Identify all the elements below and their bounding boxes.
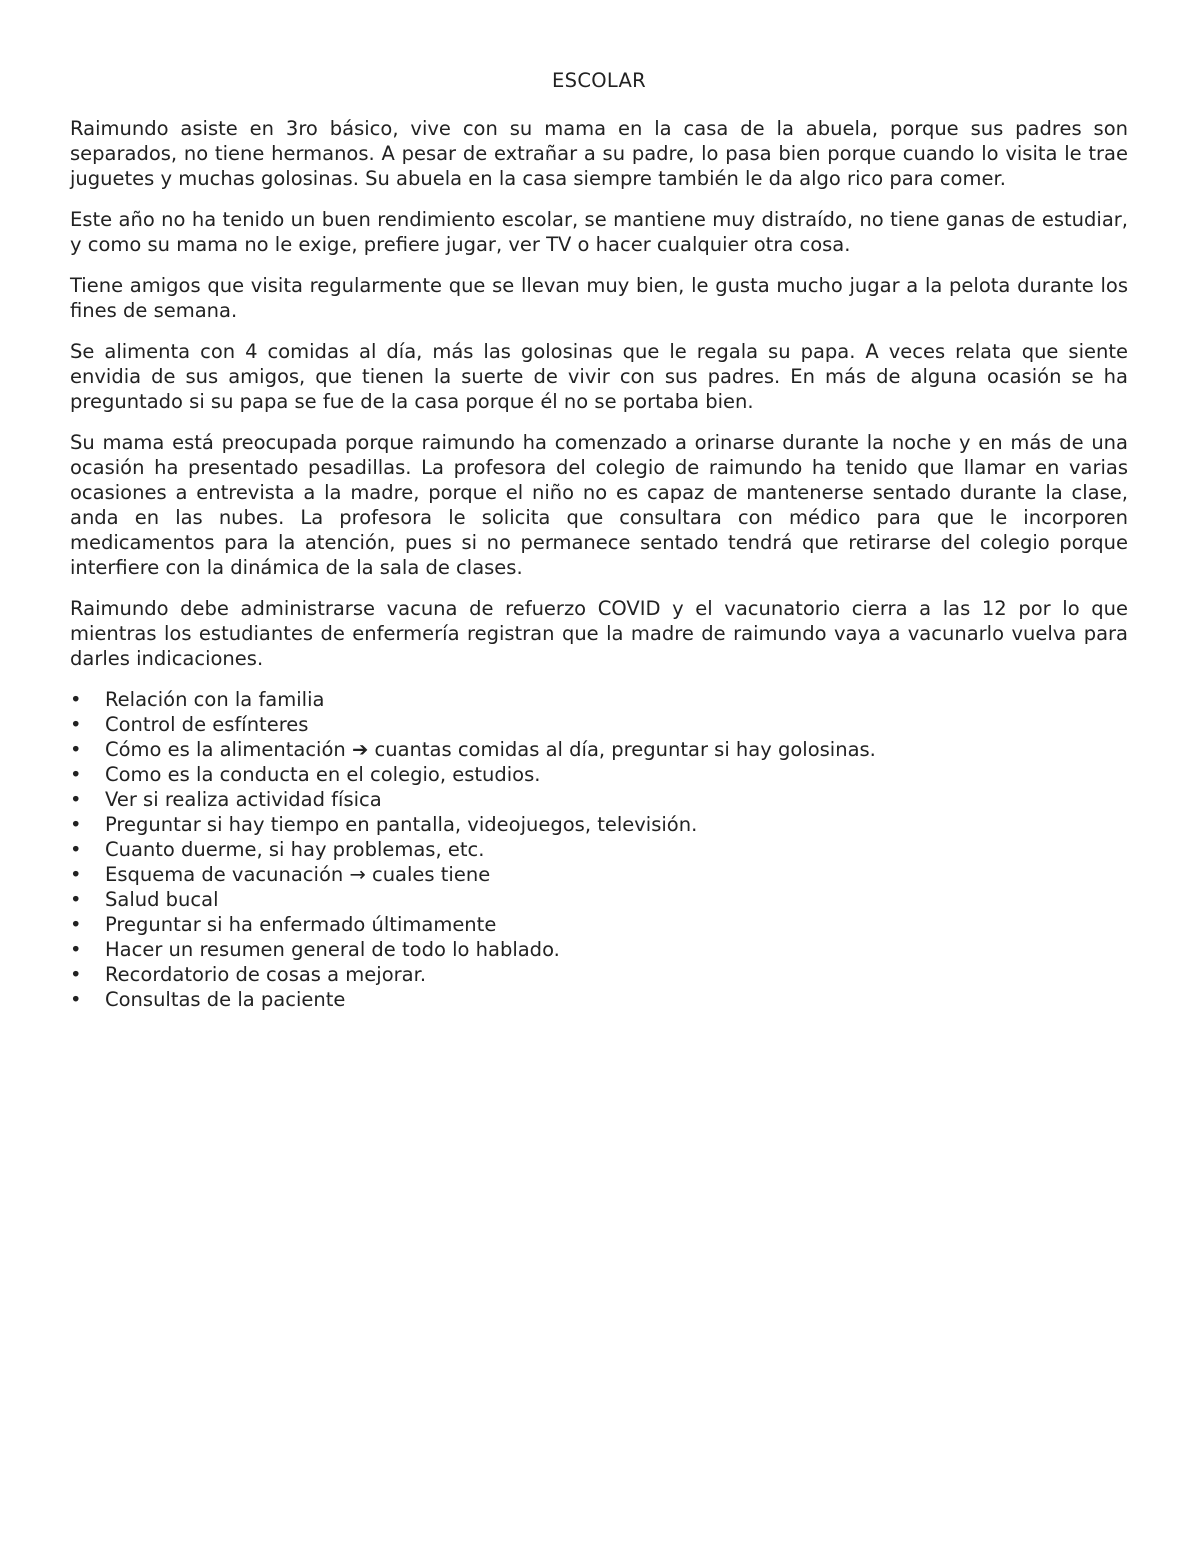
list-item-text: Hacer un resumen general de todo lo hablado. (105, 938, 560, 961)
list-item-text: Relación con la familia (105, 688, 325, 711)
document-page (70, 68, 1128, 1012)
list-item-text: Consultas de la paciente (105, 988, 346, 1011)
bullet-icon: • (70, 913, 82, 936)
list-item-text: Preguntar si hay tiempo en pantalla, videojuegos, televisión. (105, 813, 698, 836)
list-item (70, 812, 1128, 837)
bullet-icon: • (70, 763, 82, 786)
list-item (70, 912, 1128, 937)
list-item-text: Control de esfínteres (105, 713, 309, 736)
list-item (70, 887, 1128, 912)
paragraph-family: Raimundo asiste en 3ro básico, vive con su mama en la casa de la abuela, porque sus padres son separados, no tiene hermanos. A pesar de extrañar a su padre, lo pasa bien porque cuando lo visita le trae juguetes y muchas golosinas. Su abuela en la casa siempre también le da algo rico para comer. (70, 117, 1128, 190)
bullet-icon: • (70, 813, 82, 836)
bullet-icon: • (70, 888, 82, 911)
list-item-text: Recordatorio de cosas a mejorar. (105, 963, 427, 986)
bullet-icon: • (70, 788, 82, 811)
list-item (70, 962, 1128, 987)
checklist (70, 687, 1128, 1012)
list-item-text: Ver si realiza actividad física (105, 788, 382, 811)
list-item (70, 787, 1128, 812)
paragraph-friends: Tiene amigos que visita regularmente que se llevan muy bien, le gusta mucho jugar a la pelota durante los fines de semana. (70, 274, 1128, 322)
list-item (70, 737, 1128, 762)
list-item-text: Cómo es la alimentación ➔ cuantas comidas al día, preguntar si hay golosinas. (105, 738, 876, 761)
list-item (70, 712, 1128, 737)
list-item (70, 987, 1128, 1012)
bullet-icon: • (70, 713, 82, 736)
list-item-text: Esquema de vacunación → cuales tiene (105, 863, 491, 886)
paragraph-school-performance: Este año no ha tenido un buen rendimiento escolar, se mantiene muy distraído, no tiene ganas de estudiar, y como su mama no le exige, prefiere jugar, ver TV o hacer cualquier otra cosa. (70, 208, 1128, 256)
paragraph-nutrition: Se alimenta con 4 comidas al día, más las golosinas que le regala su papa. A veces relata que siente envidia de sus amigos, que tienen la suerte de vivir con sus padres. En más de alguna ocasión se ha preguntado si su papa se fue de la casa porque él no se portaba bien. (70, 340, 1128, 413)
bullet-icon: • (70, 988, 82, 1011)
list-item-text: Preguntar si ha enfermado últimamente (105, 913, 497, 936)
bullet-icon: • (70, 688, 82, 711)
list-item (70, 687, 1128, 712)
list-item (70, 762, 1128, 787)
paragraph-concerns: Su mama está preocupada porque raimundo ha comenzado a orinarse durante la noche y en más de una ocasión ha presentado pesadillas. La profesora del colegio de raimundo ha tenido que llamar en varias ocasiones a entrevista a la madre, porque el niño no es capaz de mantenerse sentado durante la clase, anda en las nubes. La profesora le solicita que consultara con médico para que le incorporen medicamentos para la atención, pues si no permanece sentado tendrá que retirarse del colegio porque interfiere con la dinámica de la sala de clases. (70, 431, 1128, 579)
list-item-text: Cuanto duerme, si hay problemas, etc. (105, 838, 485, 861)
list-item (70, 862, 1128, 887)
bullet-icon: • (70, 838, 82, 861)
bullet-icon: • (70, 863, 82, 886)
bullet-icon: • (70, 938, 82, 961)
bullet-icon: • (70, 738, 82, 761)
list-item (70, 837, 1128, 862)
list-item-text: Salud bucal (105, 888, 219, 911)
paragraph-vaccine: Raimundo debe administrarse vacuna de refuerzo COVID y el vacunatorio cierra a las 12 por lo que mientras los estudiantes de enfermería registran que la madre de raimundo vaya a vacunarlo vuelva para darles indicaciones. (70, 597, 1128, 670)
list-item (70, 937, 1128, 962)
document-title: ESCOLAR (552, 69, 646, 92)
list-item-text: Como es la conducta en el colegio, estudios. (105, 763, 541, 786)
bullet-icon: • (70, 963, 82, 986)
document-body (70, 116, 1128, 671)
